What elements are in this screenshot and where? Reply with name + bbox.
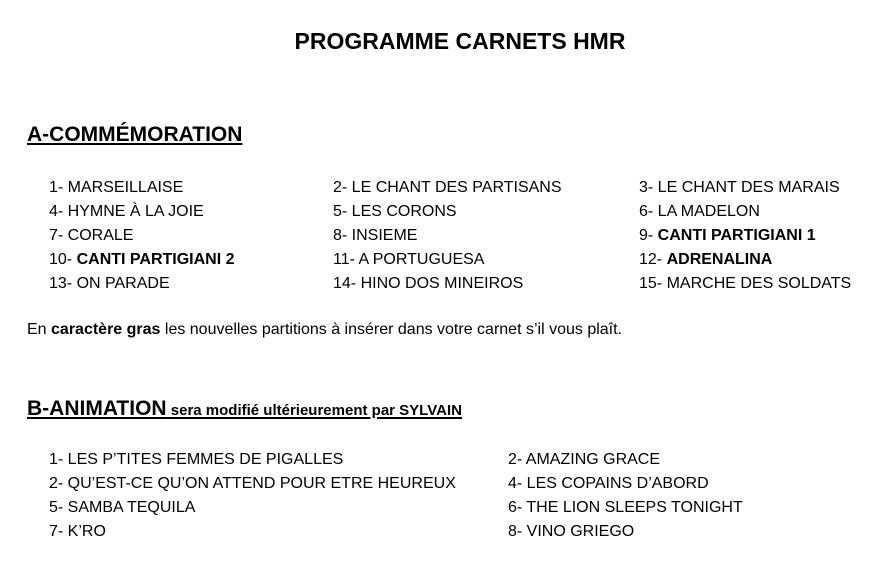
list-item: 2- QU’EST-CE QU’ON ATTEND POUR ETRE HEUREUX <box>49 475 456 492</box>
list-item: 3- LE CHANT DES MARAIS <box>639 179 840 196</box>
list-item: 2- LE CHANT DES PARTISANS <box>333 179 562 196</box>
section-b-heading: B-ANIMATION sera modifié ultérieurement par SYLVAIN <box>27 397 462 420</box>
list-item: 7- K’RO <box>49 523 106 540</box>
list-item: 4- HYMNE À LA JOIE <box>49 203 204 220</box>
list-item: 8- INSIEME <box>333 227 418 244</box>
list-item: 11- A PORTUGUESA <box>333 251 485 268</box>
section-a-column-1 <box>49 176 235 296</box>
list-item: 15- MARCHE DES SOLDATS <box>639 275 852 292</box>
section-b-column-2 <box>508 448 743 544</box>
list-item: 6- THE LION SLEEPS TONIGHT <box>508 499 743 516</box>
list-item: 13- ON PARADE <box>49 275 170 292</box>
section-a-heading: A-COMMÉMORATION <box>27 123 243 146</box>
bold-legend-note: En caractère gras les nouvelles partitions à insérer dans votre carnet s’il vous plaît. <box>27 321 622 338</box>
section-b-column-1 <box>49 448 456 544</box>
list-item: 2- AMAZING GRACE <box>508 451 661 468</box>
list-item: 12- ADRENALINA <box>639 251 773 268</box>
list-item: 14- HINO DOS MINEIROS <box>333 275 524 292</box>
list-item: 7- CORALE <box>49 227 134 244</box>
list-item: 5- LES CORONS <box>333 203 457 220</box>
list-item: 9- CANTI PARTIGIANI 1 <box>639 227 816 244</box>
document-title: PROGRAMME CARNETS HMR <box>294 28 626 54</box>
list-item: 1- MARSEILLAISE <box>49 179 184 196</box>
list-item: 8- VINO GRIEGO <box>508 523 635 540</box>
section-a-column-3 <box>639 176 851 296</box>
section-b-subheading: sera modifié ultérieurement par SYLVAIN <box>166 402 462 419</box>
list-item: 4- LES COPAINS D’ABORD <box>508 475 709 492</box>
list-item: 1- LES P’TITES FEMMES DE PIGALLES <box>49 451 344 468</box>
list-item: 10- CANTI PARTIGIANI 2 <box>49 251 235 268</box>
list-item: 5- SAMBA TEQUILA <box>49 499 196 516</box>
section-a-column-2 <box>333 176 562 296</box>
list-item: 6- LA MADELON <box>639 203 760 220</box>
